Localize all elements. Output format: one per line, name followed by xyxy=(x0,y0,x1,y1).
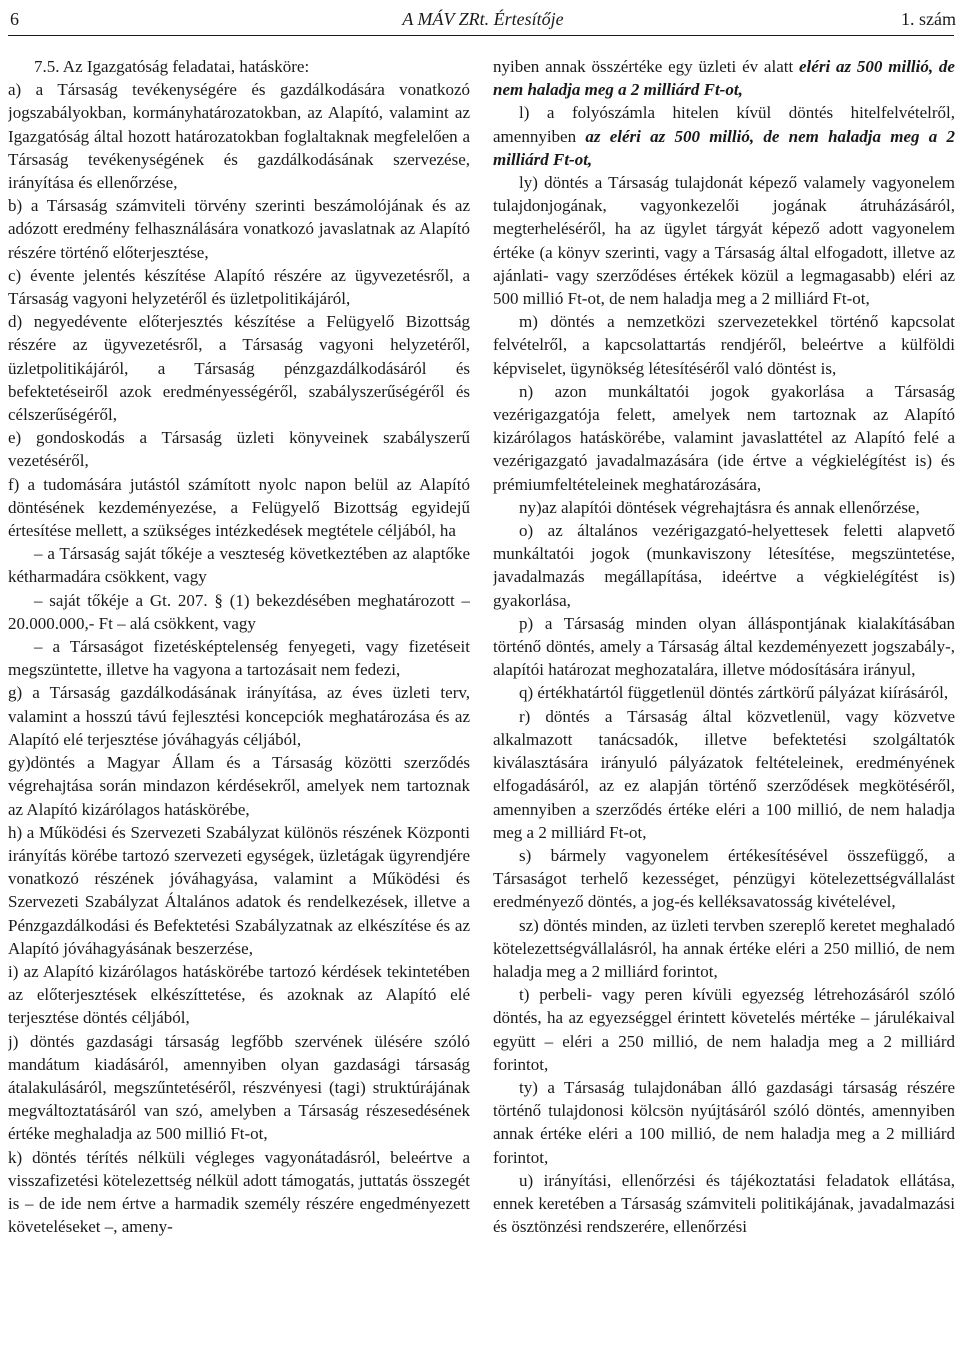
paragraph-f: f) a tudomására jutástól számított nyolc napon belül az Alapító döntésének kezdeményezése, a Felügyelő Bizottság egyidejű értesítése mellett, a szükséges intézkedések megtétele céljából, ha xyxy=(8,474,470,541)
emphasis-text: eléri az 500 millió, de nem haladja meg a 2 milliárd Ft-ot, xyxy=(493,57,955,100)
publication-title: A MÁV ZRt. Értesítője xyxy=(402,9,564,29)
dash-item: – saját tőkéje a Gt. 207. § (1) bekezdésében meghatározott – 20.000.000,- Ft – alá csökkent, vagy xyxy=(8,590,470,633)
paragraph-a: a) a Társaság tevékenységére és gazdálkodására vonatkozó jogszabályokban, kormányhatározatokban, az Alapító, valamint az Igazgatóság által hozott határozatokban foglaltaknak megfelelően a Társaság tevékenységének és gazdálkodásának szervezése, irányítása és ellenőrzése, xyxy=(8,80,470,193)
paragraph-c: c) évente jelentés készítése Alapító részére az ügyvezetésről, a Társaság vagyoni helyzetéről és üzletpolitikájáról, xyxy=(8,265,470,309)
paragraph-n: n) azon munkáltatói jogok gyakorlása a Társaság vezérigazgatója felett, amelyek nem tartoznak az Alapító kizárólagos hatáskörébe, valamint javaslattétel az Alapító felé a vezérigazgató javadalmazására (ide értve a végkielégítést is) és prémiumfeltételeinek meghatározására, xyxy=(493,381,955,494)
right-column xyxy=(493,55,955,1360)
paragraph-h: h) a Működési és Szervezeti Szabályzat különös részének Központi irányítás körébe tartozó szervezeti egységek, üzletágak ügyrendjére vonatkozó részének jóváhagyása, valamint a Működési és Szervezeti Szabályzat Általános adatok és rendelkezések, illetve a Pénzgazdálkodási és Befektetési Szabályzatnak az elkészítése és az Alapító jóváhagyásának beszerzése, xyxy=(8,822,470,958)
paragraph-ty: ty) a Társaság tulajdonában álló gazdasági társaság részére történő tulajdonosi kölcsön nyújtásáról szóló döntés, amennyiben annak értéke eléri a 100 millió, de nem haladja meg a 2 milliárd forintot, xyxy=(493,1077,955,1167)
paragraph-d: d) negyedévente előterjesztés készítése a Felügyelő Bizottság részére az ügyvezetésről, a Társaság vagyoni helyzetéről, üzletpolitikájáról, a Társaság pénzgazdálkodásáról és befektetéseiről azok eredményességéről, szabályszerűségéről és célszerűségéről, xyxy=(8,312,470,425)
paragraph-j: j) döntés gazdasági társaság legfőbb szervének ülésére szóló mandátum kiadásáról, amennyiben olyan gazdasági társaság átalakulásáról, megszűntetéséről, részvényesi (tagi) struktúrájának megváltoztatásáról van szó, amelyben a Társaság részesedésének értéke meghaladja az 500 millió Ft-ot, xyxy=(8,1031,470,1144)
paragraph-l xyxy=(493,101,955,171)
dash-item: – a Társaságot fizetésképtelenség fenyegeti, vagy fizetéseit megszüntette, illetve ha vagyona a tartozásait nem fedezi, xyxy=(8,637,470,680)
paragraph-r: r) döntés a Társaság által közvetlenül, vagy közvetve alkalmazott tanácsadók, illetve befektetési szolgáltatók kiválasztására irányuló pályázatok feltételeinek, eredményének elfogadásáról, az ez alapján történő szerződések megkötéséről, amennyiben a szerződés értéke eléri a 100 millió, de nem haladja meg a 2 milliárd Ft-ot, xyxy=(493,706,955,842)
paragraph-ly: ly) döntés a Társaság tulajdonát képező valamely vagyonelem tulajdonjogának, vagyonkezelői jogának átruházásáról, megterheléséről, ha az ügylet tárgyát képező adott vagyonelem értéke (a könyv szerinti, vagy a Társaság által elfogadott, illetve az ajánlati- vagy szerződéses értékek közül a legmagasabb) eléri az 500 millió Ft-ot, de nem haladja meg a 2 milliárd Ft-ot, xyxy=(493,173,955,309)
paragraph-u: u) irányítási, ellenőrzési és tájékoztatási feladatok ellátása, ennek keretében a Társaság számviteli politikájának, javadalmazási és ösztönzési rendszerére, ellenőrzési xyxy=(493,1170,955,1237)
paragraph-k: k) döntés térítés nélküli végleges vagyonátadásról, beleértve a visszafizetési kötelezettség nélkül adott támogatás, juttatás összegét is – de ide nem értve a harmadik személy részére engedményezett követeléseket –, ameny- xyxy=(8,1147,470,1237)
header-rule xyxy=(8,35,954,36)
paragraph-k-continued xyxy=(493,55,955,101)
paragraph-gy: gy)döntés a Magyar Állam és a Társaság közötti szerződés végrehajtása során mindazon kérdésekről, amelyek nem tartoznak az Alapító kizárólagos hatáskörébe, xyxy=(8,753,470,819)
issue-number: 1. szám xyxy=(901,9,956,29)
paragraph-o: o) az általános vezérigazgató-helyettesek feletti alapvető munkáltatói jogok (munkaviszony létesítése, megszüntetése, javadalmazás megállapítása, ideértve a végkielégítést is) gyakorlása, xyxy=(493,521,955,610)
paragraph-q: q) értékhatártól függetlenül döntés zártkörű pályázat kiírásáról, xyxy=(519,683,949,703)
paragraph-e: e) gondoskodás a Társaság üzleti könyveinek szabályszerű vezetéséről, xyxy=(8,428,470,471)
paragraph-g: g) a Társaság gazdálkodásának irányítása, az éves üzleti terv, valamint a hosszú távú fejlesztési koncepciók meghatározása és az Alapító elé terjesztése jóváhagyás céljából, xyxy=(8,683,470,749)
paragraph-ny: ny)az alapítói döntések végrehajtásra és annak ellenőrzése, xyxy=(519,497,920,517)
paragraph-sz: sz) döntés minden, az üzleti tervben szereplő keretet meghaladó kötelezettségvállalásról, ha annak értéke eléri a 250 millió, de nem haladja meg a 2 milliárd forintot, xyxy=(493,915,955,981)
paragraph-s: s) bármely vagyonelem értékesítésével összefüggő, a Társaságot terhelő kezességet, pénzügyi kötelezettségvállalást eredményező döntés, a jog-és kelléksavatosság kivételével, xyxy=(493,845,955,912)
paragraph-p: p) a Társaság minden olyan álláspontjának kialakításában történő döntés, amely a Társaság által kezdeményezett jogszabály-, alapítói határozat meghozatalára, illetve módosítására irányul, xyxy=(493,613,955,680)
page-number: 6 xyxy=(10,9,19,29)
page-header xyxy=(10,4,956,34)
text-run: l) a folyószámla hitelen kívül döntés hitelfelvételről, amennyiben xyxy=(493,103,955,146)
emphasis-text: az eléri az 500 millió, de nem haladja meg a 2 milliárd Ft-ot, xyxy=(493,126,955,169)
paragraph-i: i) az Alapító kizárólagos hatáskörébe tartozó kérdések tekintetében az előterjesztések elkészíttetése, és azoknak az Alapító elé terjesztése döntés céljából, xyxy=(8,961,470,1028)
paragraph-t: t) perbeli- vagy peren kívüli egyezség létrehozásáról szóló döntés, ha az egyezséggel érintett követelés mértéke – járulékaival együtt – eléri a 250 millió, de nem haladja meg a 2 milliárd forintot, xyxy=(493,985,955,1074)
dash-item: – a Társaság saját tőkéje a veszteség következtében az alaptőke kétharmadára csökkent, vagy xyxy=(8,544,470,587)
text-run: nyiben annak összértéke egy üzleti év alatt xyxy=(493,57,800,76)
paragraph-b: b) a Társaság számviteli törvény szerinti beszámolójának és az adózott eredmény felhasználására vonatkozó javaslatnak az Alapító részére történő előterjesztése, xyxy=(8,196,470,262)
paragraph-m: m) döntés a nemzetközi szervezetekkel történő kapcsolat felvételről, a kapcsolattartás rendjéről, beleértve a külföldi képviselet, ügynökség létesítéséről való döntést is, xyxy=(493,312,955,378)
section-heading: 7.5. Az Igazgatóság feladatai, hatásköre: xyxy=(34,57,310,76)
left-column xyxy=(8,55,470,1360)
